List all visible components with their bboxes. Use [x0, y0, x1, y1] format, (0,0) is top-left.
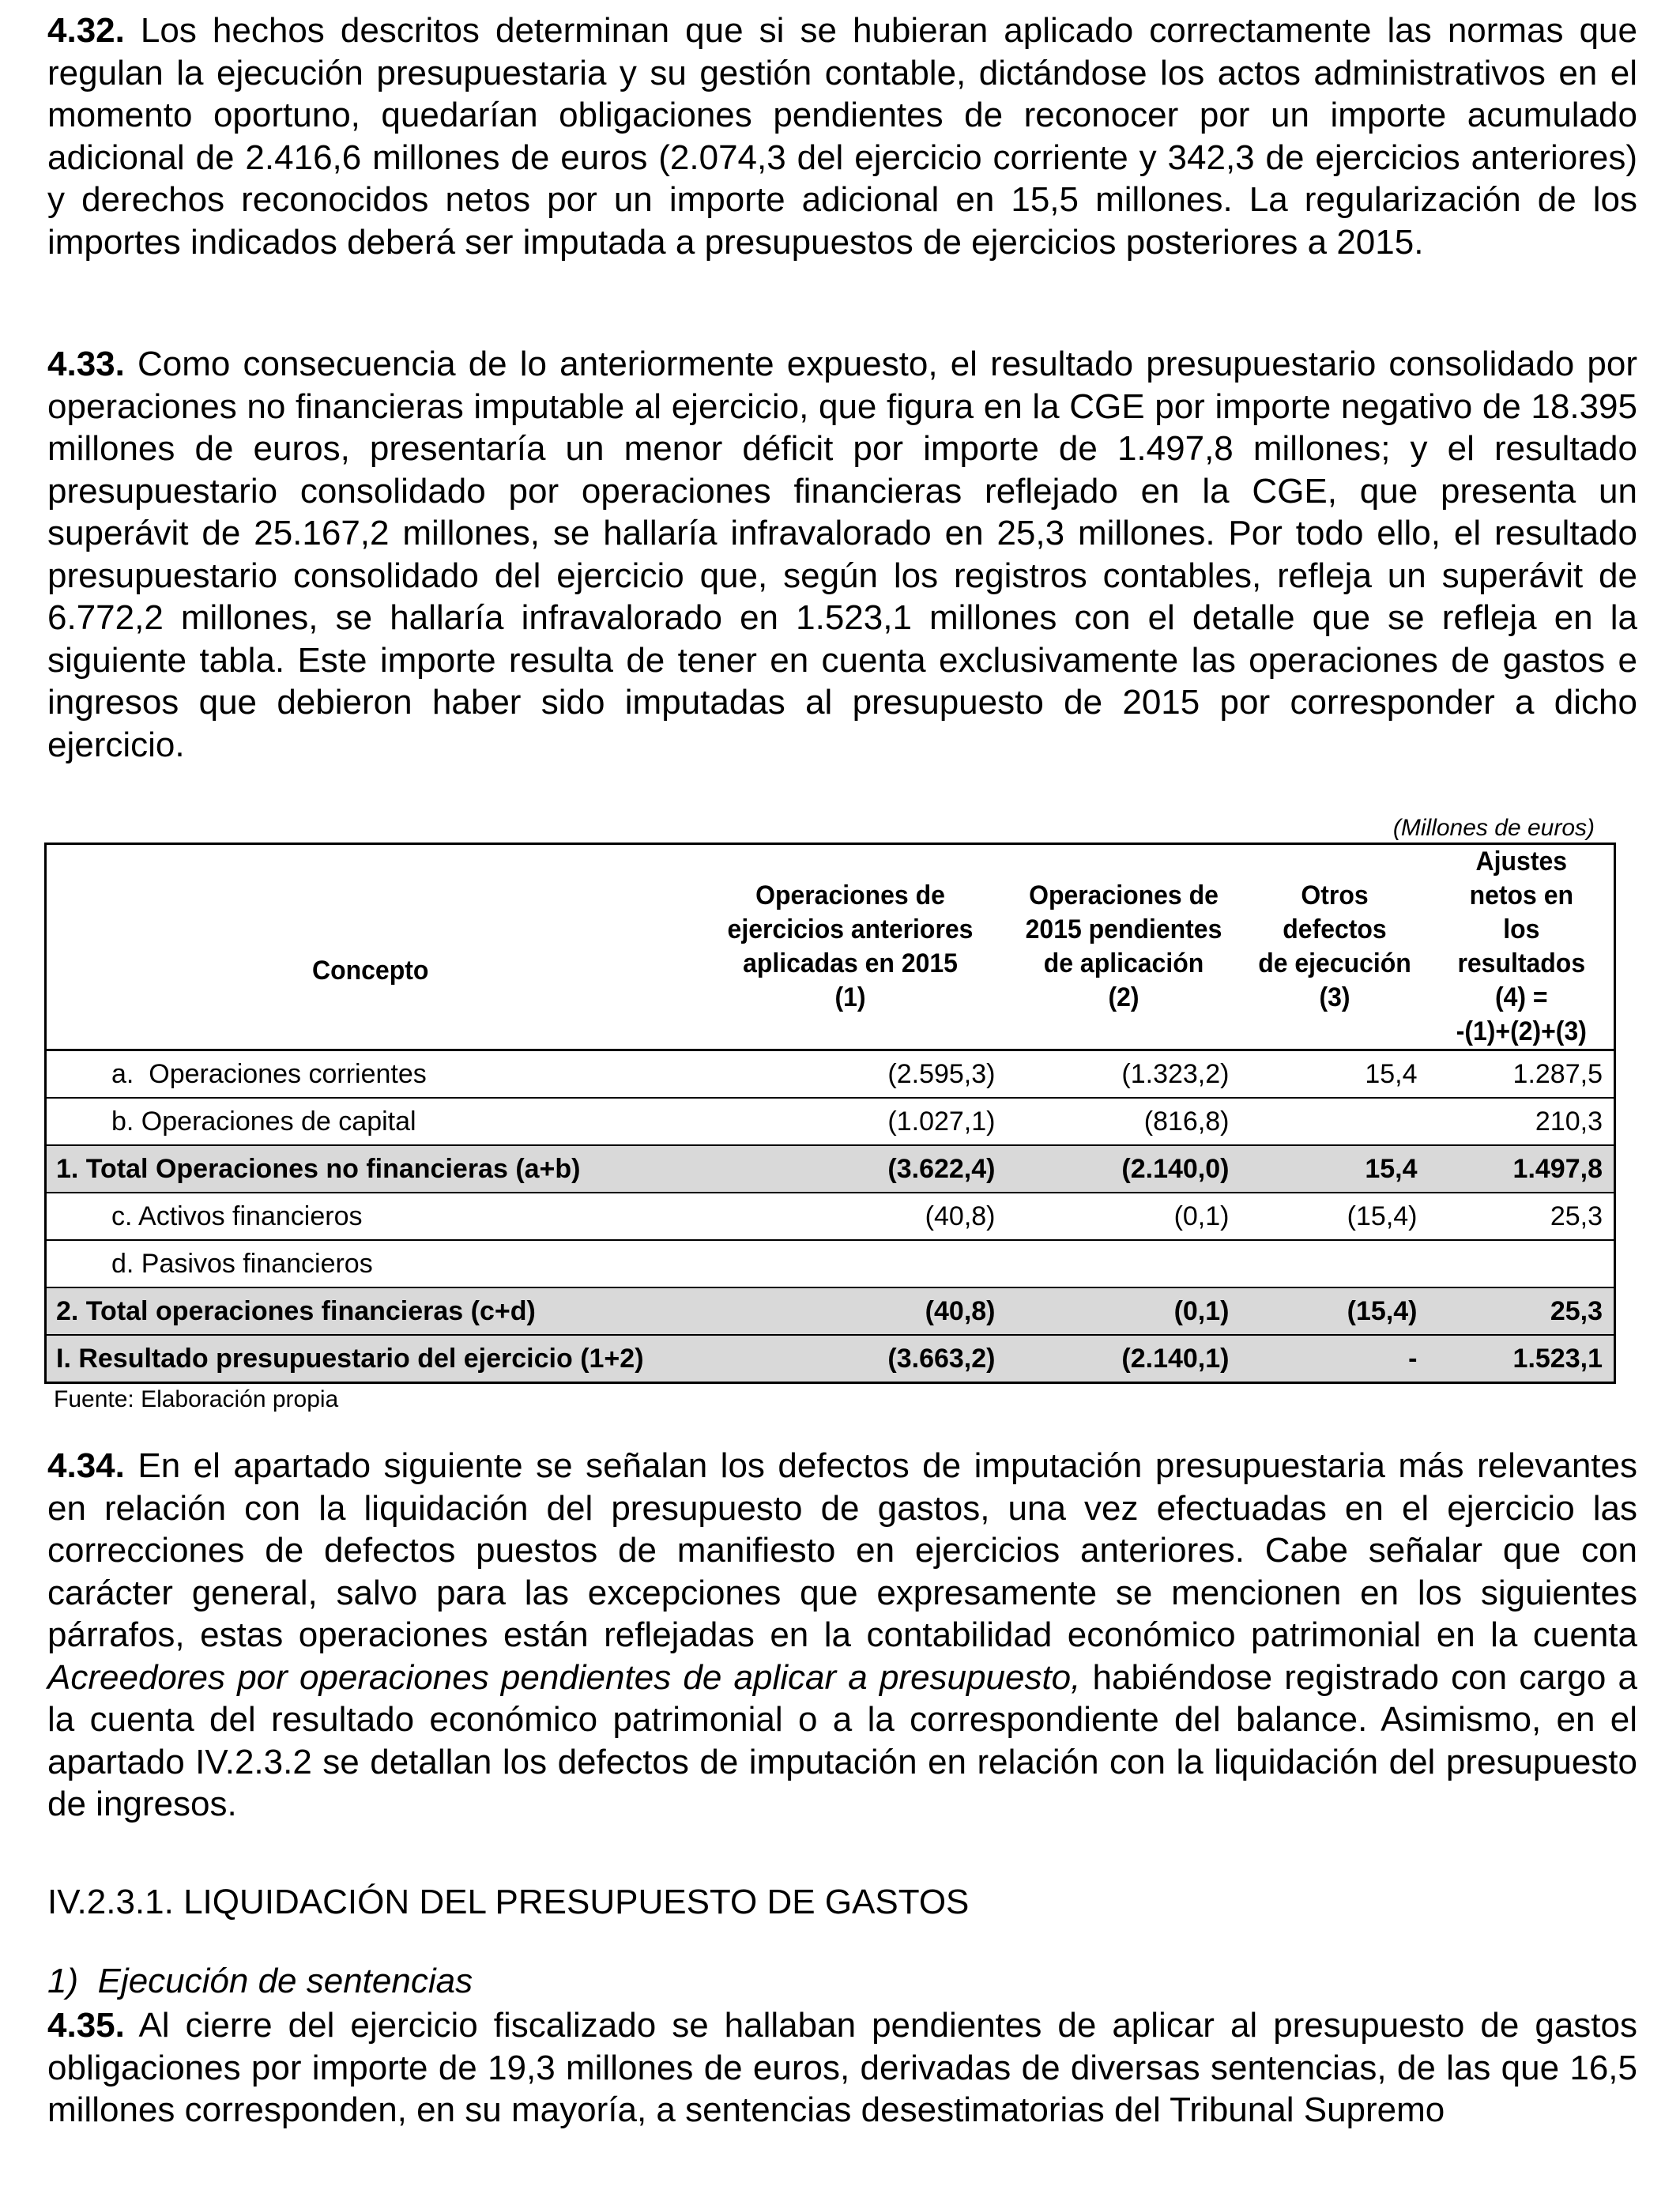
- section-heading: IV.2.3.1. LIQUIDACIÓN DEL PRESUPUESTO DE GASTOS: [47, 1883, 970, 1921]
- cell-col2: (0,1): [1007, 1287, 1241, 1335]
- cell-col3: 15,4: [1241, 1145, 1429, 1193]
- row-label: d. Pasivos financieros: [46, 1240, 694, 1287]
- cell-col1: (1.027,1): [694, 1098, 1007, 1145]
- table-header-row: [46, 844, 1615, 1050]
- paragraph-text: En el apartado siguiente se señalan los defectos de imputación presupuestaria más relevantes en relación con la liquidación del presupuesto de gastos, una vez efectuadas en el ejercicio las correcciones de defectos puestos de manifiesto en ejercicios anteriores. Cabe señalar que con carácter general, salvo para las excepciones que expresamente se mencionen en los siguientes párrafos, estas operaciones están reflejadas en la contabilidad económico patrimonial en la cuenta: [47, 1446, 1637, 1654]
- header-line: los resultados: [1456, 914, 1585, 978]
- table-row: [46, 1193, 1615, 1240]
- cell-col2: (1.323,2): [1121, 1059, 1230, 1089]
- cell-col4: 1.523,1: [1429, 1335, 1615, 1383]
- paragraph-text: habiéndose registrado con cargo a la cuenta del resultado económico patrimonial o a la correspondiente del balance. Asimismo, en el apartado IV.2.3.2 se detallan los defectos de imputación en relación con la liquidación del presupuesto de ingresos.: [47, 1657, 1637, 1823]
- header-line: de ejecución: [1257, 948, 1411, 978]
- header-line: Operaciones de: [1028, 880, 1219, 910]
- header-concepto: Concepto: [65, 844, 674, 1050]
- cell-col4: 25,3: [1429, 1193, 1615, 1240]
- cell-col2: (2.140,1): [1007, 1335, 1241, 1383]
- cell-col1: (3.663,2): [694, 1335, 1007, 1383]
- cell-col4: 1.287,5: [1512, 1059, 1603, 1089]
- paragraph-number: 4.34.: [47, 1446, 125, 1485]
- cell-col1: (40,8): [694, 1287, 1007, 1335]
- header-line: (1): [834, 982, 866, 1012]
- row-label: 1. Total Operaciones no financieras (a+b): [46, 1145, 694, 1193]
- header-line: (4) =: [1494, 982, 1548, 1012]
- header-line: (2): [1107, 982, 1139, 1012]
- paragraph-4-34: [47, 1445, 1637, 1826]
- paragraph-4-33: [47, 343, 1637, 766]
- header-line: ejercicios anteriores: [727, 914, 973, 944]
- header-col3: [1246, 844, 1423, 1050]
- cell-col4: 25,3: [1429, 1287, 1615, 1335]
- table-total-row: [46, 1145, 1615, 1193]
- header-line: de aplicación: [1043, 948, 1203, 978]
- cell-col3: (15,4): [1241, 1287, 1429, 1335]
- cell-col3: 15,4: [1365, 1059, 1418, 1089]
- row-label: c. Activos financieros: [46, 1193, 694, 1240]
- cell-col3: (15,4): [1241, 1193, 1429, 1240]
- paragraph-text: Los hechos descritos determinan que si se hubieran aplicado correctamente las normas que regulan la ejecución presupuestaria y su gestión contable, dictándose los actos administrativos en el momento oportuno, quedarían obligaciones pendientes de reconocer por un importe acumulado adicional de 2.416,6 millones de euros (2.074,3 del ejercicio corriente y 342,3 de ejercicios anteriores) y derechos reconocidos netos por un importe adicional en 15,5 millones. La regularización de los importes indicados deberá ser imputada a presupuestos de ejercicios posteriores a 2015.: [47, 11, 1637, 262]
- paragraph-number: 4.33.: [47, 345, 125, 383]
- paragraph-text: Al cierre del ejercicio fiscalizado se hallaban pendientes de aplicar al presupuesto de gastos obligaciones por importe de 19,3 millones de euros, derivadas de diversas sentencias, de las que 16,5 millones corresponden, en su mayoría, a sentencias desestimatorias del Tribunal Supremo: [47, 2006, 1637, 2129]
- table-row: [46, 1098, 1615, 1145]
- header-line: -(1)+(2)+(3): [1456, 1016, 1587, 1046]
- cell-col1: (3.622,4): [694, 1145, 1007, 1193]
- table-source-note: Fuente: Elaboración propia: [54, 1386, 339, 1412]
- paragraph-italic-text: Acreedores por operaciones pendientes de aplicar a presupuesto,: [47, 1657, 1081, 1697]
- cell-col1: (2.595,3): [887, 1059, 996, 1089]
- row-label: 2. Total operaciones financieras (c+d): [46, 1287, 694, 1335]
- header-col4: [1434, 844, 1610, 1050]
- cell-col4: 210,3: [1429, 1098, 1615, 1145]
- results-table-section: [44, 814, 1614, 1414]
- subsection-heading: 1) Ejecución de sentencias: [47, 1962, 473, 2000]
- cell-col2: (0,1): [1007, 1193, 1241, 1240]
- cell-col1: [694, 1240, 1007, 1287]
- table-total-row: [46, 1287, 1615, 1335]
- results-table: [44, 843, 1616, 1384]
- header-line: Ajustes netos en: [1469, 846, 1573, 910]
- cell-col3: -: [1241, 1335, 1429, 1383]
- cell-col2: [1007, 1240, 1241, 1287]
- table-row: [46, 1050, 1615, 1099]
- header-col1: [703, 844, 996, 1050]
- table-row: [46, 1240, 1615, 1287]
- header-line: (3): [1318, 982, 1350, 1012]
- row-label: b. Operaciones de capital: [46, 1098, 694, 1145]
- cell-col2: (2.140,0): [1007, 1145, 1241, 1193]
- cell-col3: [1241, 1240, 1429, 1287]
- paragraph-number: 4.32.: [47, 11, 125, 50]
- cell-col1: (40,8): [694, 1193, 1007, 1240]
- header-line: 2015 pendientes: [1025, 914, 1222, 944]
- table-unit-note: (Millones de euros): [1392, 815, 1595, 841]
- cell-col4: 1.497,8: [1429, 1145, 1615, 1193]
- cell-col3: [1241, 1098, 1429, 1145]
- header-line: defectos: [1282, 914, 1387, 944]
- cell-col2: (816,8): [1007, 1098, 1241, 1145]
- header-col2: [1013, 844, 1233, 1050]
- header-line: Operaciones de: [755, 880, 945, 910]
- cell-col4: [1429, 1240, 1615, 1287]
- paragraph-text: Como consecuencia de lo anteriormente expuesto, el resultado presupuestario consolidado por operaciones no financieras imputable al ejercicio, que figura en la CGE por importe negativo de 18.395 millones de euros, presentaría un menor déficit por importe de 1.497,8 millones; y el resultado presupuestario consolidado por operaciones financieras reflejado en la CGE, que presenta un superávit de 25.167,2 millones, se hallaría infravalorado en 25,3 millones. Por todo ello, el resultado presupuestario consolidado del ejercicio que, según los registros contables, refleja un superávit de 6.772,2 millones, se hallaría infravalorado en 1.523,1 millones con el detalle que se refleja en la siguiente tabla. Este importe resulta de tener en cuenta exclusivamente las operaciones de gastos e ingresos que debieron haber sido imputadas al presupuesto de 2015 por corresponder a dicho ejercicio.: [47, 345, 1637, 764]
- table-result-row: [46, 1335, 1615, 1383]
- paragraph-4-32: [47, 9, 1637, 263]
- paragraph-4-35: [47, 2004, 1637, 2132]
- row-label: a. Operaciones corrientes: [111, 1059, 427, 1089]
- row-label: I. Resultado presupuestario del ejercicio (1+2): [46, 1335, 694, 1383]
- header-line: Otros: [1300, 880, 1369, 910]
- paragraph-number: 4.35.: [47, 2006, 125, 2045]
- header-line: aplicadas en 2015: [742, 948, 958, 978]
